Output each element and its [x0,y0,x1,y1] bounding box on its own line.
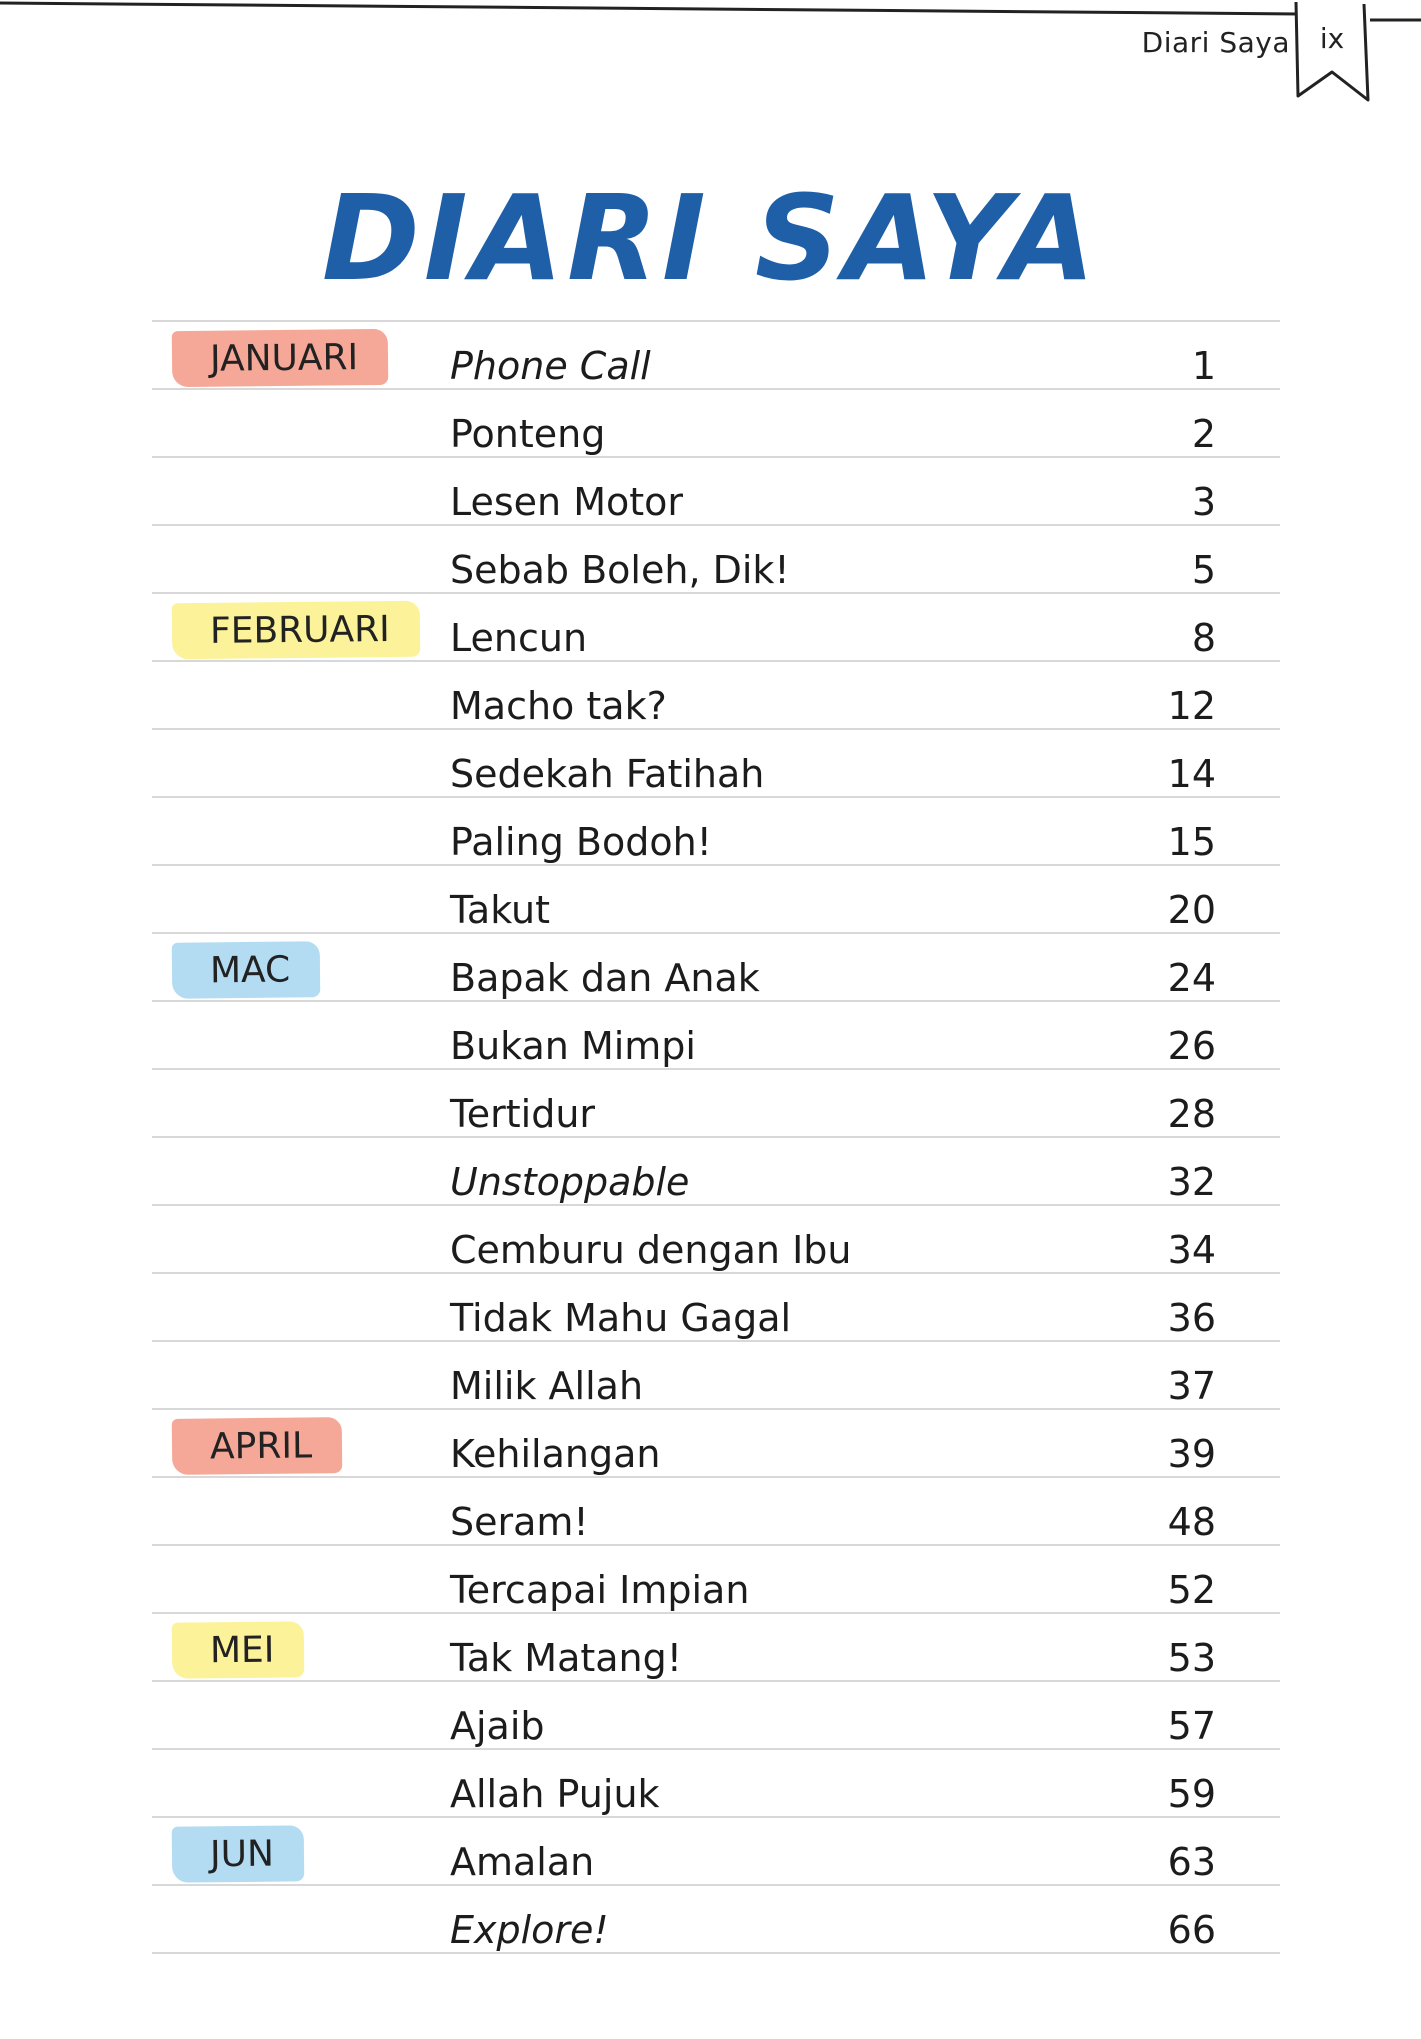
month-tag: JANUARI [172,329,389,387]
entry-page-number: 37 [1167,1364,1216,1408]
toc-row [152,322,1280,390]
page-title: DIARI SAYA [321,169,1100,307]
entry-page-number: 15 [1167,820,1216,864]
entry-page-number: 26 [1167,1024,1216,1068]
entry-title: Bapak dan Anak [450,956,760,1000]
entry-page-number: 34 [1167,1228,1216,1272]
entry-title: Macho tak? [450,684,667,728]
toc-row [152,390,1280,458]
entry-page-number: 1 [1191,344,1216,388]
entry-title: Sebab Boleh, Dik! [450,548,790,592]
entry-title: Milik Allah [450,1364,644,1408]
toc-row [152,1138,1280,1206]
entry-title: Ajaib [450,1704,545,1748]
entry-page-number: 32 [1167,1160,1216,1204]
entry-page-number: 59 [1167,1772,1216,1816]
entry-page-number: 52 [1167,1568,1216,1612]
toc-row [152,934,1280,1002]
toc-row [152,594,1280,662]
entry-page-number: 20 [1167,888,1216,932]
entry-title: Bukan Mimpi [450,1024,696,1068]
entry-title: Kehilangan [450,1432,661,1476]
entry-page-number: 36 [1167,1296,1216,1340]
entry-title: Phone Call [450,344,651,388]
running-head: Diari Saya [1141,26,1290,59]
entry-title: Amalan [450,1840,595,1884]
entry-title: Explore! [450,1908,609,1952]
toc-row [152,1342,1280,1410]
month-tag: JUN [172,1825,304,1882]
month-tag: FEBRUARI [172,601,420,660]
entry-title: Tidak Mahu Gagal [450,1296,792,1340]
entry-title: Tertidur [450,1092,596,1136]
entry-page-number: 48 [1167,1500,1216,1544]
toc-row [152,1818,1280,1886]
entry-page-number: 28 [1167,1092,1216,1136]
page-number: ix [1319,22,1345,55]
toc-row [152,1274,1280,1342]
entry-page-number: 14 [1167,752,1216,796]
entry-title: Unstoppable [450,1160,690,1204]
entry-page-number: 8 [1191,616,1216,660]
entry-title: Allah Pujuk [450,1772,660,1816]
toc-row [152,1070,1280,1138]
toc-row [152,1614,1280,1682]
entry-page-number: 24 [1167,956,1216,1000]
entry-title: Tercapai Impian [450,1568,750,1612]
entry-title: Sedekah Fatihah [450,752,765,796]
toc-row [152,866,1280,934]
toc-row [152,662,1280,730]
toc-row [152,1750,1280,1818]
toc-row [152,526,1280,594]
toc-row [152,1682,1280,1750]
month-tag: APRIL [172,1417,343,1475]
entry-page-number: 53 [1167,1636,1216,1680]
toc-row [152,458,1280,526]
toc-row [152,1546,1280,1614]
entry-page-number: 66 [1167,1908,1216,1952]
entry-page-number: 2 [1191,412,1216,456]
toc-row [152,798,1280,866]
entry-title: Lesen Motor [450,480,684,524]
month-tag: MAC [172,941,321,999]
toc-row [152,730,1280,798]
entry-page-number: 3 [1191,480,1216,524]
toc-row [152,1410,1280,1478]
entry-title: Tak Matang! [450,1636,682,1680]
toc-row [152,1206,1280,1274]
toc-row [152,1002,1280,1070]
month-tag: MEI [172,1621,305,1678]
table-of-contents [152,320,1280,1954]
entry-title: Seram! [450,1500,589,1544]
entry-page-number: 12 [1167,684,1216,728]
entry-page-number: 39 [1167,1432,1216,1476]
entry-title: Ponteng [450,412,606,456]
entry-page-number: 63 [1167,1840,1216,1884]
toc-row [152,1478,1280,1546]
entry-title: Cemburu dengan Ibu [450,1228,852,1272]
entry-title: Lencun [450,616,588,660]
entry-title: Takut [450,888,551,932]
toc-row [152,1886,1280,1954]
entry-title: Paling Bodoh! [450,820,712,864]
entry-page-number: 5 [1191,548,1216,592]
entry-page-number: 57 [1167,1704,1216,1748]
